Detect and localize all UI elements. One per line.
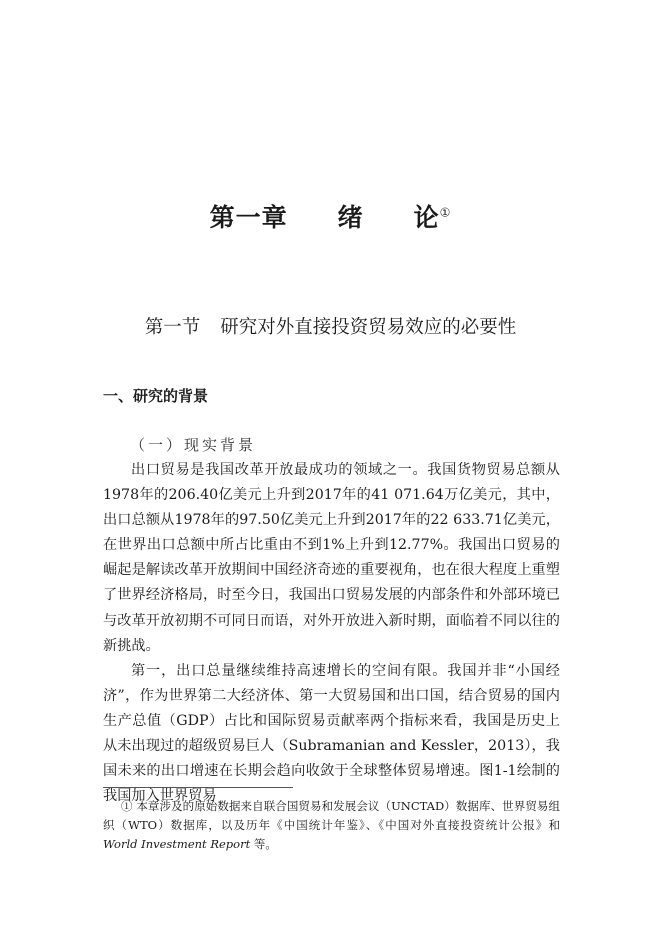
chapter-title-char-1: 绪 — [337, 203, 364, 232]
section-title — [0, 313, 661, 339]
paragraph: 第一，出口总量继续维持高速增长的空间有限。我国并非“小国经济”，作为世界第二大经济体、第一大贸易国和出口国，结合贸易的国内生产总值（GDP）占比和国际贸易贡献率两个指标来看，我国是历史上从未出现过的超级贸易巨人（Subramanian and Kessler，2013），我国未来的出口增速在长期会趋向收敛于全球整体贸易增速。图1-1绘制的我国加入世界贸易 — [103, 662, 560, 805]
section-heading: 研究对外直接投资贸易效应的必要性 — [220, 317, 517, 338]
chapter-title-char-2: 论 — [413, 203, 440, 232]
footnote-text-after: 等。 — [250, 837, 277, 851]
footnote-divider — [103, 787, 293, 788]
footnote-italic-title: World Investment Report — [103, 837, 251, 851]
chapter-number: 第一章 — [209, 203, 288, 232]
footnote-text — [103, 797, 560, 854]
footnote-text-before: ① 本章涉及的原始数据来自联合国贸易和发展会议（UNCTAD）数据库、世界贸易组织（WTO）数据库，以及历年《中国统计年鉴》、《中国对外直接投资统计公报》和 — [103, 799, 560, 832]
footnote-reference[interactable]: ① — [439, 205, 452, 220]
section-number: 第一节 — [144, 317, 201, 338]
subsubsection-heading: （一）现实背景 — [130, 436, 257, 454]
chapter-title — [0, 198, 661, 234]
footnote — [103, 797, 560, 854]
subsection-heading: 一、研究的背景 — [103, 387, 209, 405]
body-text — [103, 458, 560, 809]
paragraph: 出口贸易是我国改革开放最成功的领域之一。我国货物贸易总额从1978年的206.40亿美元上升到2017年的41 071.64万亿美元，其中，出口总额从1978年的97.50亿美元上升到2017年的22 633.71亿美元，在世界出口总额中所占比重由不到1%上升到12.77%。我国出口贸易的崛起是解读改革开放期间中国经济奇迹的重要视角，也在很大程度上重塑了世界经济格局，时至今日，我国出口贸易发展的内部条件和外部环境已与改革开放初期不可同日而语，对外开放进入新时期，面临着不同以往的新挑战。 — [103, 462, 560, 654]
